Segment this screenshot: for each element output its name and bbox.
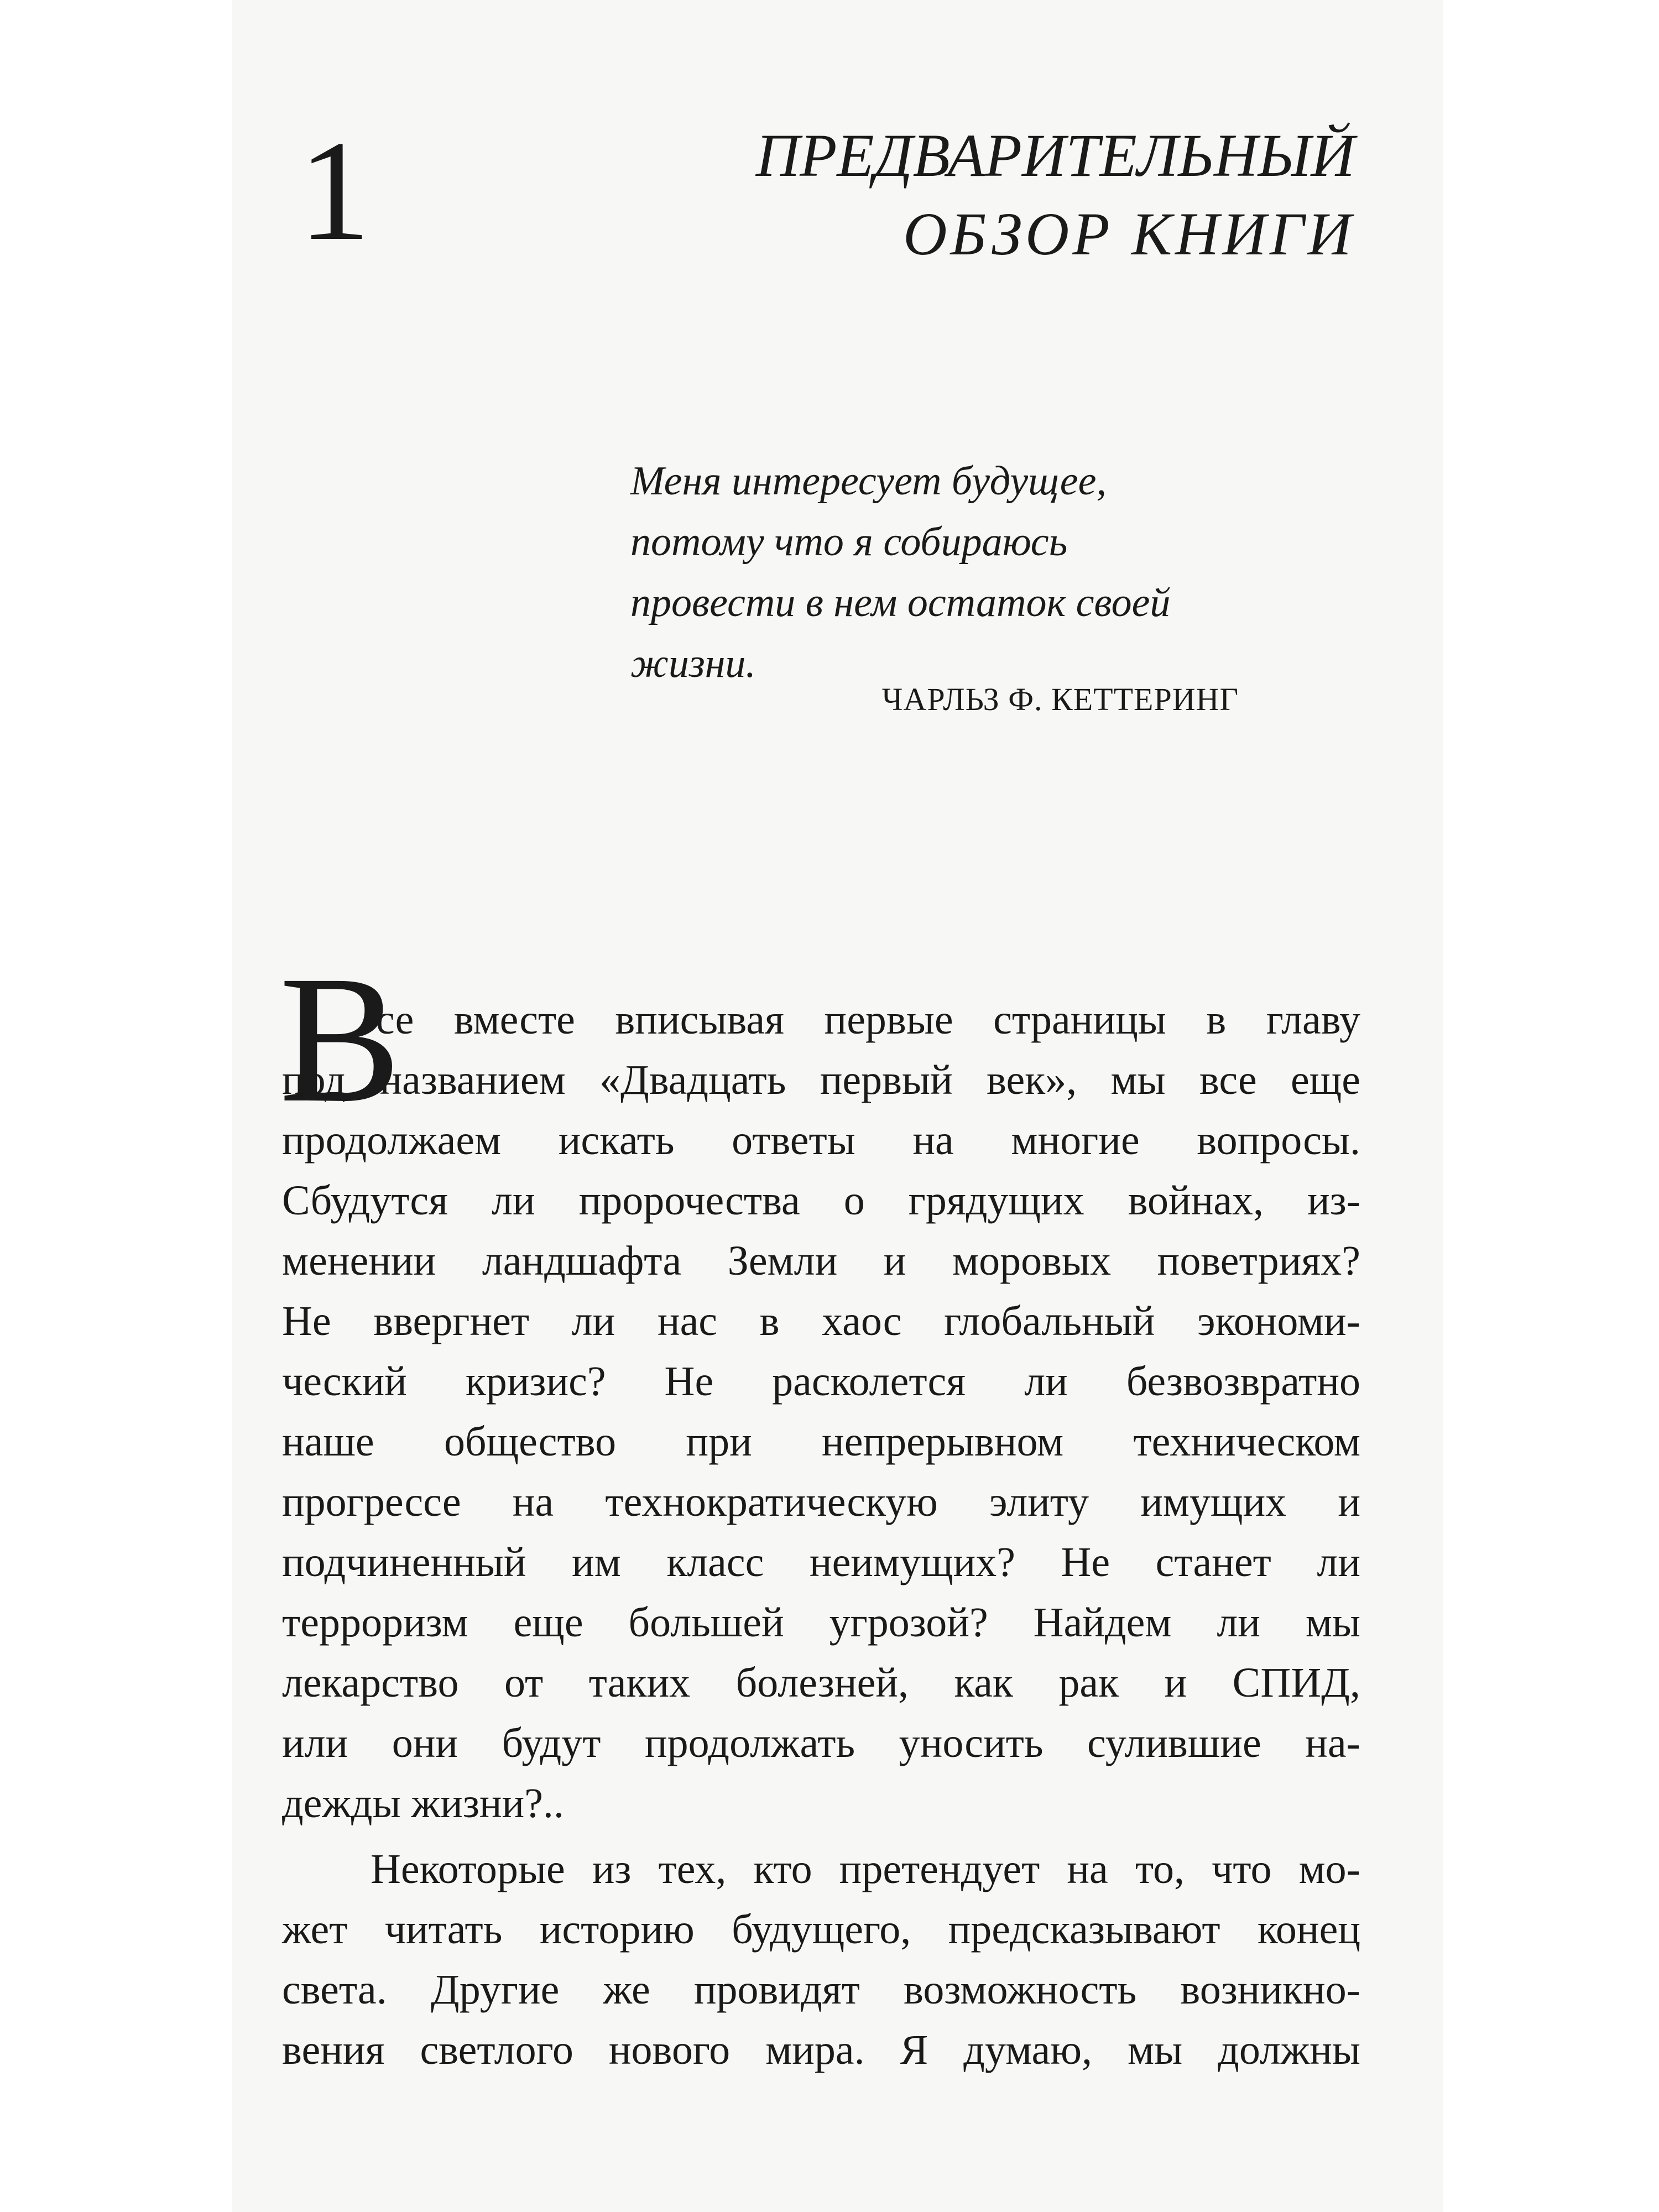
text-line: Не ввергнет ли нас в хаос глобальный экономи-: [282, 1298, 1360, 1344]
epigraph-line: потому что я собираюсь: [630, 519, 1068, 565]
chapter-number: 1: [299, 111, 371, 270]
text-line: или они будут продолжать уносить сулившие на-: [282, 1720, 1360, 1766]
paragraph-2: [282, 1839, 1360, 2080]
chapter-title-line-2: ОБЗОР КНИГИ: [903, 200, 1355, 268]
text-line: под названием «Двадцать первый век», мы все еще: [282, 1057, 1360, 1103]
text-line: Сбудутся ли пророчества о грядущих войнах, из-: [282, 1177, 1360, 1224]
chapter-title-line-1: ПРЕДВАРИТЕЛЬНЫЙ: [755, 122, 1355, 189]
text-line: наше общество при непрерывном техническом: [282, 1418, 1360, 1465]
epigraph-author: ЧАРЛЬЗ Ф. КЕТТЕРИНГ: [881, 681, 1239, 717]
text-line: подчиненный им класс неимущих? Не станет ли: [282, 1539, 1360, 1585]
text-line: дежды жизни?..: [282, 1780, 564, 1827]
text-line: прогрессе на технократическую элиту имущих и: [282, 1479, 1360, 1525]
epigraph-line: Меня интересует будущее,: [630, 458, 1107, 504]
epigraph: [630, 451, 1349, 694]
text-line: терроризм еще большей угрозой? Найдем ли мы: [282, 1599, 1360, 1646]
text-line: жет читать историю будущего, предсказывают конец: [282, 1906, 1360, 1953]
text-line: вения светлого нового мира. Я думаю, мы должны: [282, 2027, 1360, 2073]
paragraph-1-dropcap-lines: [282, 990, 1360, 1050]
body-text: [282, 990, 1360, 2080]
text-line: света. Другие же провидят возможность возникно-: [282, 1966, 1360, 2013]
text-line: лекарство от таких болезней, как рак и СПИД,: [282, 1660, 1360, 1706]
drop-cap-letter: В: [279, 938, 401, 1140]
chapter-title: [470, 116, 1355, 273]
epigraph-line: провести в нем остаток своей: [630, 580, 1171, 625]
text-line: се вместе вписывая первые страницы в главу: [376, 997, 1360, 1043]
text-line: Некоторые из тех, кто претендует на то, что мо-: [371, 1846, 1360, 1892]
epigraph-line: жизни.: [630, 641, 756, 686]
text-line: продолжаем искать ответы на многие вопросы.: [282, 1117, 1360, 1164]
text-line: ческий кризис? Не расколется ли безвозвратно: [282, 1358, 1360, 1405]
text-line: менении ландшафта Земли и моровых поветриях?: [282, 1238, 1360, 1284]
